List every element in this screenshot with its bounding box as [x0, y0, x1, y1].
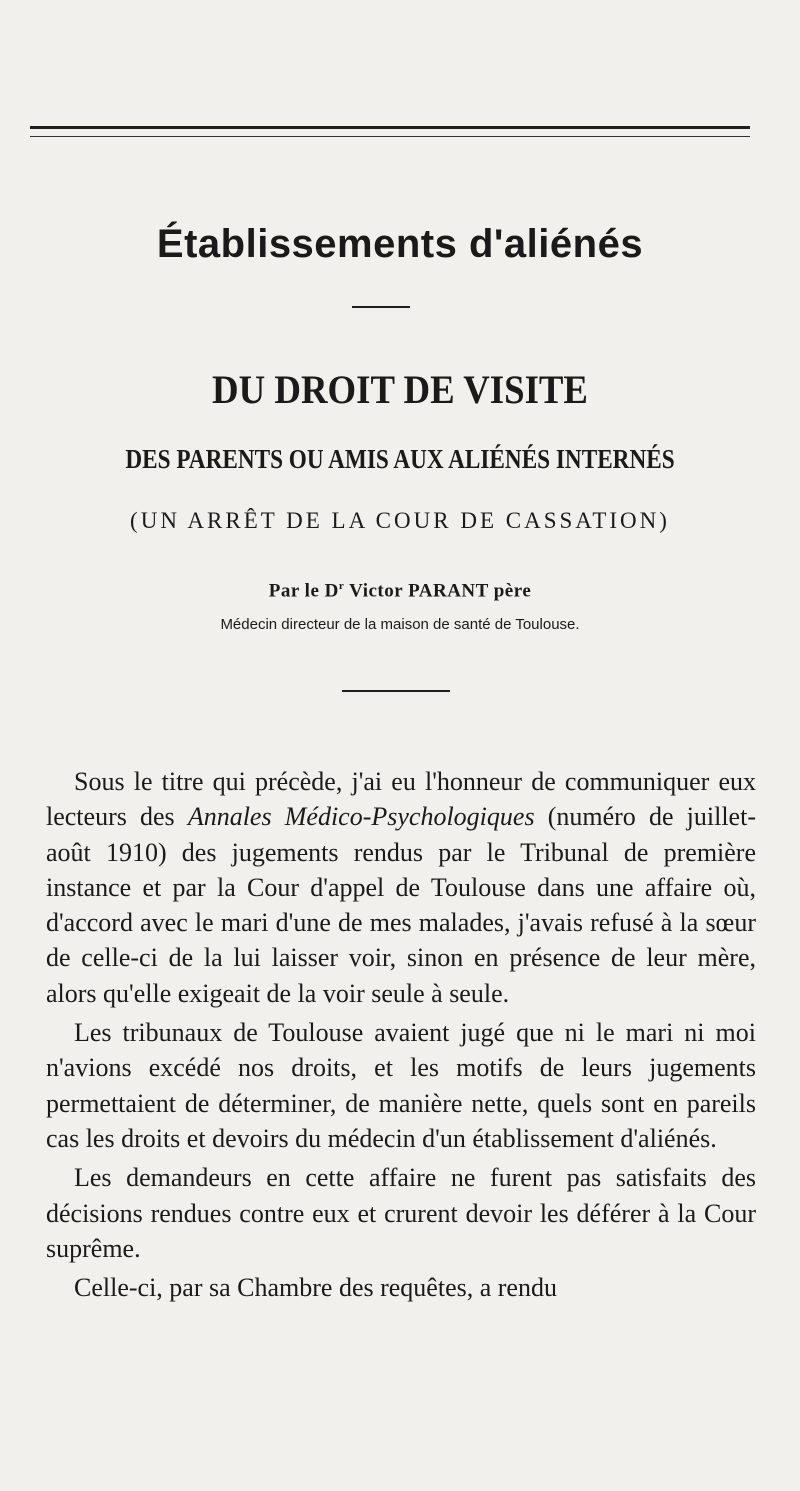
subtitle: DES PARENTS OU AMIS AUX ALIÉNÉS INTERNÉS: [125, 444, 675, 474]
section-title: DU DROIT DE VISITE: [212, 367, 588, 412]
body-text: [46, 764, 756, 1309]
paragraph-2: Les tribunaux de Toulouse avaient jugé que ni le mari ni moi n'avions excédé nos droits, et les motifs de leurs jugements permettaient de déterminer, de manière nette, quels sont en pareils cas les droits et devoirs du médecin d'un établissement d'aliénés.: [46, 1018, 756, 1153]
paragraph-4: Celle-ci, par sa Chambre des requêtes, a rendu: [74, 1273, 557, 1303]
subtitle-2: (UN ARRÊT DE LA COUR DE CASSATION): [130, 508, 670, 533]
title-divider: [352, 306, 410, 308]
author-prefix: Par le D: [268, 580, 339, 602]
paragraph-3: Les demandeurs en cette affaire ne furent pas satisfaits des décisions rendues contre eux et crurent devoir les déférer à la Cour suprême.: [46, 1163, 756, 1263]
journal-title: Annales Médico-Psychologiques: [187, 802, 535, 832]
author-line: [0, 580, 800, 602]
author-divider: [342, 690, 450, 692]
paragraph-1-after: (numéro de juillet-août 1910) des jugements rendus par le Tribunal de première instance et par la Cour d'appel de Toulouse dans une affaire où, d'accord avec le mari d'une de mes malades, j'avais refusé à la sœur de celle-ci de la lui laisser voir, sinon en présence de leur mère, alors qu'elle exigeait de la voir seule à seule.: [46, 802, 756, 1008]
main-title: Établissements d'aliénés: [156, 222, 644, 266]
header-rule-thin: [30, 136, 750, 137]
author-affiliation: Médecin directeur de la maison de santé de Toulouse.: [220, 616, 580, 633]
paragraph-1-before: Sous le titre qui précède, j'ai eu l'honneur de communiquer eux lecteurs des: [46, 767, 756, 832]
header-rule-thick: [30, 126, 750, 129]
author-name: Victor PARANT père: [344, 580, 532, 602]
author-prefix-sup: r: [338, 580, 345, 592]
paragraph-1: [46, 764, 756, 1011]
